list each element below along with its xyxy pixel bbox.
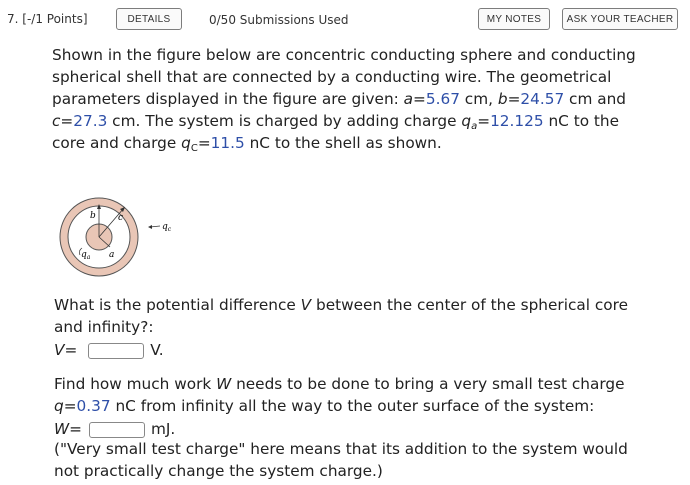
ask-your-teacher-button[interactable]: ASK YOUR TEACHER: [562, 8, 678, 30]
problem-line-3: parameters displayed in the figure are given: a=5.67 cm, b=24.57 cm and: [52, 90, 627, 108]
question-2: [54, 373, 674, 417]
note: [54, 438, 674, 482]
value-qc: 11.5: [210, 134, 245, 152]
note-line-2: not practically change the system charge.): [54, 462, 383, 480]
question-number: 7. [-/1 Points]: [7, 12, 88, 26]
question-1: [54, 294, 674, 338]
answer-w-label: W=: [54, 420, 82, 438]
problem-line-2: spherical shell that are connected by a conducting wire. The geometrical: [52, 68, 612, 86]
label-c: c: [118, 213, 124, 223]
answer-v-input[interactable]: [88, 343, 144, 359]
value-c: 27.3: [73, 112, 108, 130]
value-a: 5.67: [425, 90, 460, 108]
my-notes-button[interactable]: MY NOTES: [478, 8, 550, 30]
answer-v-label: V=: [54, 341, 78, 359]
problem-line-1: Shown in the figure below are concentric conducting sphere and conducting: [52, 46, 636, 64]
label-qa: $q_a$: [81, 250, 91, 261]
answer-v-unit: V.: [150, 341, 164, 359]
answer-w-input[interactable]: [89, 422, 145, 438]
value-q: 0.37: [76, 397, 111, 415]
answer-row-v: [54, 339, 164, 361]
question-2-line-2: q=0.37 nC from infinity all the way to the outer surface of the system:: [54, 397, 595, 415]
problem-line-5: core and charge $q_C=11.5$ nC to the shell as shown.: [52, 134, 442, 154]
question-1-line-2: and infinity?:: [54, 318, 154, 336]
submissions-used: 0/50 Submissions Used: [209, 13, 349, 27]
note-line-1: ("Very small test charge" here means that its addition to the system would: [54, 440, 628, 458]
label-b: b: [90, 211, 96, 221]
label-qc: $q_c$: [162, 222, 172, 233]
arrow-qc: [148, 225, 152, 229]
problem-statement: [52, 44, 672, 154]
question-1-line-1: What is the potential difference V between the center of the spherical core: [54, 296, 628, 314]
question-2-line-1: Find how much work W needs to be done to bring a very small test charge: [54, 375, 625, 393]
label-a: a: [109, 250, 115, 260]
problem-line-4: c=27.3 cm. The system is charged by adding charge $q_a=12.125$ nC to the: [52, 112, 620, 132]
concentric-spheres-figure: [52, 190, 192, 290]
value-b: 24.57: [520, 90, 565, 108]
answer-row-w: [54, 418, 175, 440]
details-button[interactable]: DETAILS: [116, 8, 182, 30]
question-header: [0, 0, 690, 40]
answer-w-unit: mJ.: [150, 420, 176, 438]
value-qa: 12.125: [490, 112, 544, 130]
